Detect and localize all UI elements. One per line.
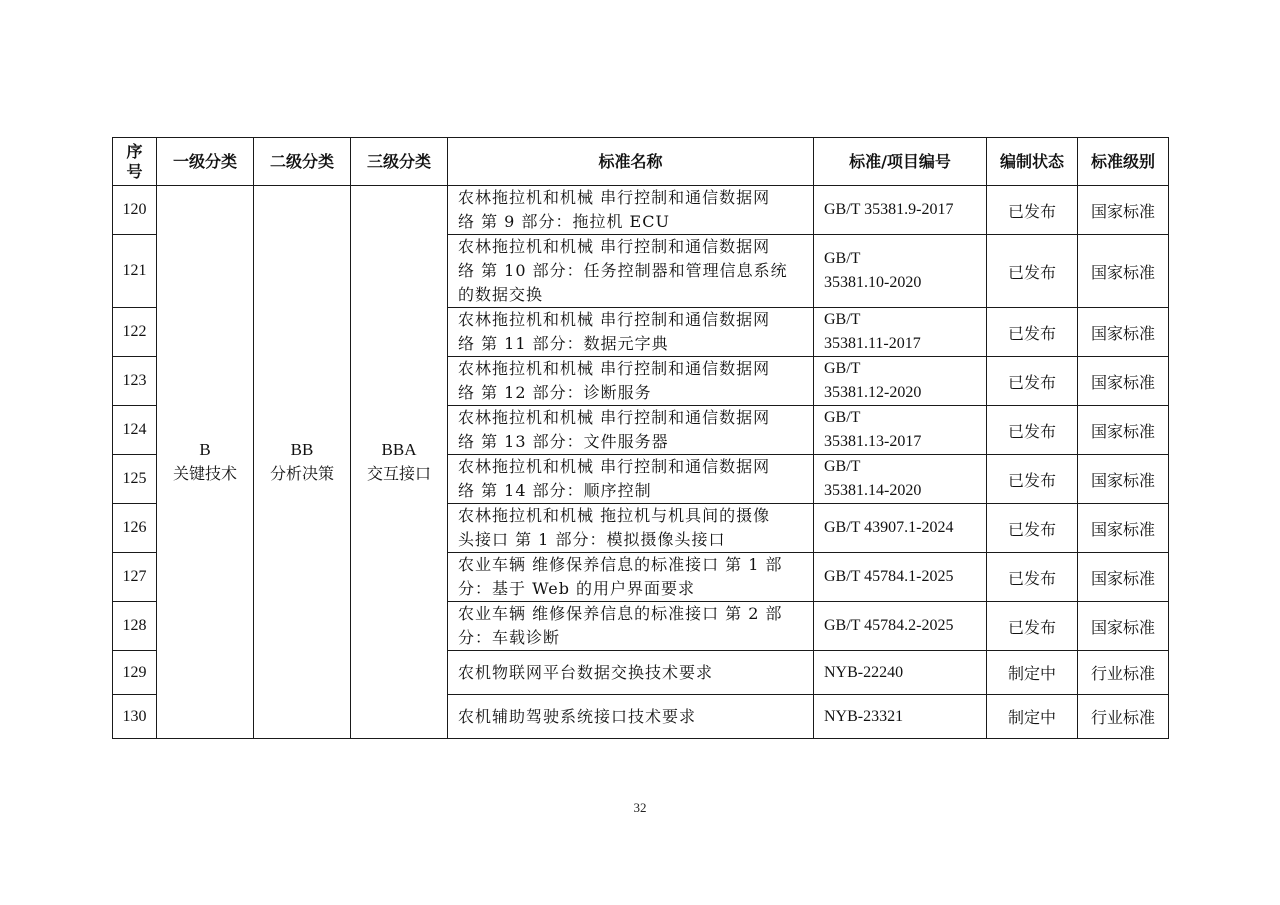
row-status: 已发布: [987, 308, 1078, 357]
standard-code-line: GB/T 35381.9-2017: [824, 201, 954, 218]
row-standard-code: [814, 308, 987, 357]
standard-code-line: GB/T: [824, 360, 861, 377]
standard-name-line: 农机物联网平台数据交换技术要求: [458, 662, 714, 682]
standards-table: [112, 137, 1169, 739]
row-standard-name: [448, 308, 814, 357]
row-status: 已发布: [987, 186, 1078, 235]
category-level3-code: BBA: [381, 440, 417, 459]
standard-code-line: GB/T: [824, 250, 861, 267]
standard-code-line: 35381.11-2017: [824, 335, 921, 352]
category-level1: [157, 186, 254, 739]
standard-name-line: 头接口 第 1 部分：模拟摄像头接口: [458, 530, 726, 549]
row-standard-code: [814, 186, 987, 235]
row-standard-name: [448, 406, 814, 455]
standard-name-line: 分：车载诊断: [458, 628, 561, 647]
row-standard-level: 国家标准: [1078, 357, 1169, 406]
row-status: 已发布: [987, 504, 1078, 553]
row-standard-level: 国家标准: [1078, 553, 1169, 602]
category-level1-code: B: [199, 440, 211, 459]
row-seq: 121: [113, 235, 157, 308]
header-seq: [113, 138, 157, 186]
row-seq: 128: [113, 602, 157, 651]
standard-name-line: 农机辅助驾驶系统接口技术要求: [458, 706, 697, 726]
row-standard-code: [814, 357, 987, 406]
header-seq-line2: 号: [126, 161, 143, 181]
row-seq: 123: [113, 357, 157, 406]
row-status: 已发布: [987, 553, 1078, 602]
standard-name-line: 络 第 9 部分：拖拉机 ECU: [458, 212, 670, 231]
category-level1-name: 关键技术: [172, 464, 237, 483]
standard-code-line: 35381.13-2017: [824, 433, 922, 450]
standard-name-line: 络 第 14 部分：顺序控制: [458, 481, 652, 500]
standard-name-line: 络 第 11 部分：数据元字典: [458, 334, 669, 353]
row-seq: 120: [113, 186, 157, 235]
row-standard-code: [814, 602, 987, 651]
standard-code-line: 35381.10-2020: [824, 274, 922, 291]
standard-name-line: 农业车辆 维修保养信息的标准接口 第 1 部: [458, 555, 783, 574]
row-standard-name: [448, 504, 814, 553]
standard-name-line: 农林拖拉机和机械 串行控制和通信数据网: [458, 188, 771, 207]
row-status: 已发布: [987, 235, 1078, 308]
row-standard-level: 国家标准: [1078, 308, 1169, 357]
standard-name-line: 农林拖拉机和机械 串行控制和通信数据网: [458, 310, 771, 329]
standard-code-line: NYB-23321: [824, 707, 904, 725]
header-level1: 一级分类: [157, 138, 254, 186]
row-seq: 124: [113, 406, 157, 455]
row-standard-name: [448, 455, 814, 504]
category-level2-code: BB: [290, 440, 314, 459]
table-row: [113, 186, 1169, 235]
standard-code-line: 35381.14-2020: [824, 482, 922, 499]
header-level3: 三级分类: [351, 138, 448, 186]
header-name: 标准名称: [448, 138, 814, 186]
category-level3-name: 交互接口: [366, 464, 431, 483]
standard-code-line: GB/T: [824, 458, 861, 475]
standard-code-line: 35381.12-2020: [824, 384, 922, 401]
row-standard-level: 行业标准: [1078, 651, 1169, 695]
standard-code-line: GB/T 45784.1-2025: [824, 568, 954, 585]
standard-name-line: 分：基于 Web 的用户界面要求: [458, 579, 696, 598]
row-standard-code: [814, 651, 987, 695]
header-status: 编制状态: [987, 138, 1078, 186]
header-code: 标准/项目编号: [814, 138, 987, 186]
row-standard-level: 国家标准: [1078, 235, 1169, 308]
row-standard-name: [448, 602, 814, 651]
row-standard-level: 行业标准: [1078, 695, 1169, 739]
category-level3: [351, 186, 448, 739]
standard-name-line: 络 第 12 部分：诊断服务: [458, 383, 652, 402]
standard-code-line: GB/T: [824, 311, 861, 328]
standard-name-line: 络 第 13 部分：文件服务器: [458, 432, 669, 451]
row-standard-code: [814, 406, 987, 455]
row-standard-code: [814, 695, 987, 739]
row-status: 制定中: [987, 651, 1078, 695]
page-number: 32: [633, 800, 647, 815]
header-seq-line1: 序: [126, 141, 143, 161]
row-standard-code: [814, 235, 987, 308]
standard-code-line: NYB-22240: [824, 663, 904, 681]
table-header-row: [113, 138, 1169, 186]
row-standard-name: [448, 553, 814, 602]
row-seq: 130: [113, 695, 157, 739]
standard-name-line: 农林拖拉机和机械 串行控制和通信数据网: [458, 237, 771, 256]
row-standard-level: 国家标准: [1078, 406, 1169, 455]
row-status: 已发布: [987, 357, 1078, 406]
standard-name-line: 农林拖拉机和机械 串行控制和通信数据网: [458, 359, 771, 378]
row-standard-level: 国家标准: [1078, 455, 1169, 504]
standard-name-line: 的数据交换: [458, 285, 544, 304]
standard-name-line: 农林拖拉机和机械 拖拉机与机具间的摄像: [458, 506, 771, 525]
standard-code-line: GB/T 45784.2-2025: [824, 617, 954, 634]
row-standard-name: [448, 651, 814, 695]
row-status: 已发布: [987, 455, 1078, 504]
row-seq: 126: [113, 504, 157, 553]
row-standard-name: [448, 186, 814, 235]
standard-name-line: 络 第 10 部分：任务控制器和管理信息系统: [458, 261, 788, 280]
category-level2-name: 分析决策: [269, 464, 334, 483]
row-standard-level: 国家标准: [1078, 504, 1169, 553]
row-standard-level: 国家标准: [1078, 186, 1169, 235]
row-status: 已发布: [987, 406, 1078, 455]
standard-name-line: 农业车辆 维修保养信息的标准接口 第 2 部: [458, 604, 783, 623]
header-level: 标准级别: [1078, 138, 1169, 186]
row-seq: 125: [113, 455, 157, 504]
row-standard-name: [448, 235, 814, 308]
row-status: 已发布: [987, 602, 1078, 651]
row-standard-name: [448, 357, 814, 406]
standard-name-line: 农林拖拉机和机械 串行控制和通信数据网: [458, 457, 771, 476]
row-standard-code: [814, 504, 987, 553]
row-standard-code: [814, 455, 987, 504]
row-status: 制定中: [987, 695, 1078, 739]
table-body: [113, 186, 1169, 739]
header-level2: 二级分类: [254, 138, 351, 186]
row-seq: 127: [113, 553, 157, 602]
standard-code-line: GB/T: [824, 409, 861, 426]
row-standard-name: [448, 695, 814, 739]
row-seq: 129: [113, 651, 157, 695]
row-seq: 122: [113, 308, 157, 357]
category-level2: [254, 186, 351, 739]
standard-name-line: 农林拖拉机和机械 串行控制和通信数据网: [458, 408, 771, 427]
row-standard-code: [814, 553, 987, 602]
row-standard-level: 国家标准: [1078, 602, 1169, 651]
standard-code-line: GB/T 43907.1-2024: [824, 519, 954, 536]
